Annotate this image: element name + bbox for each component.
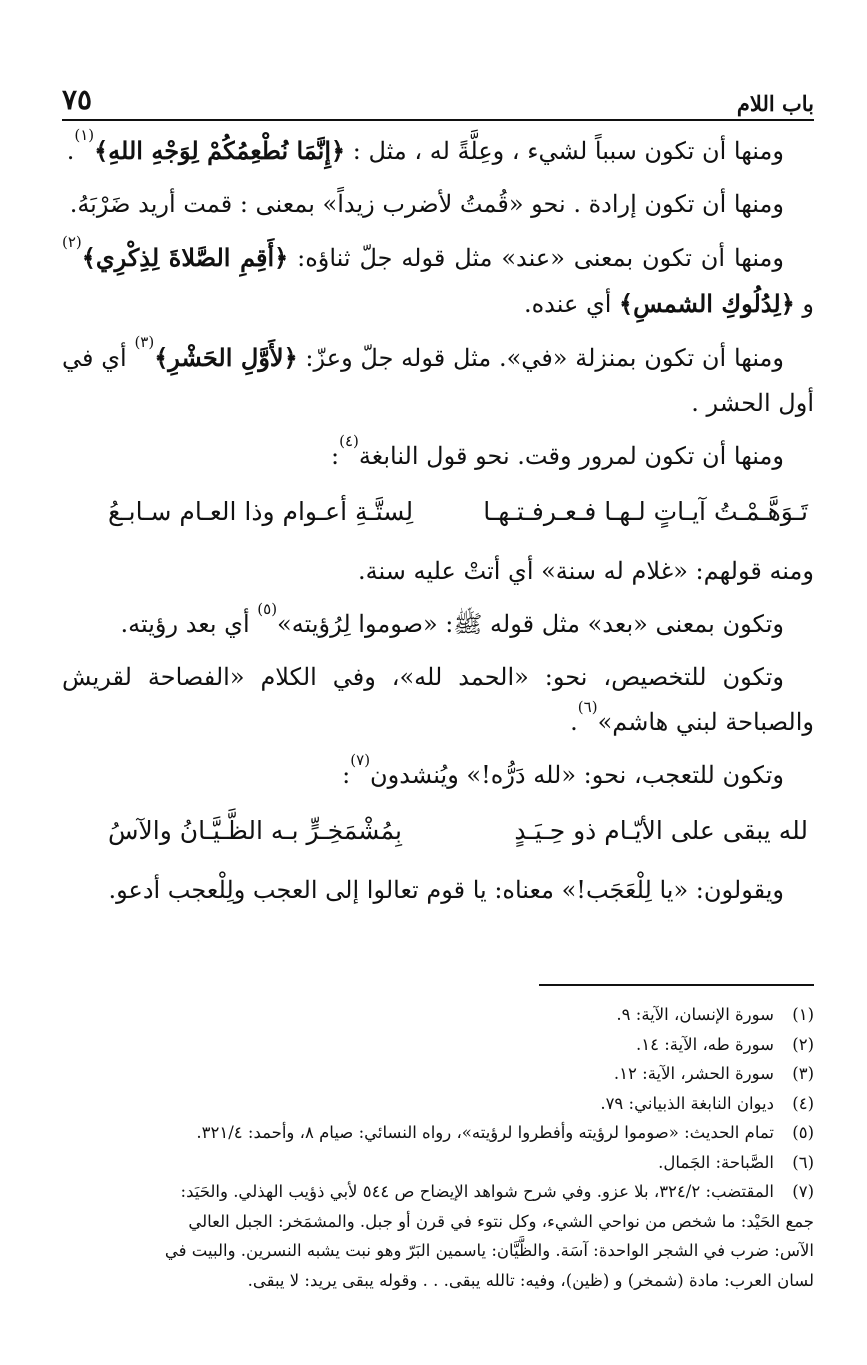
footnote-continuation: الآس: ضرب في الشجر الواحدة: آسَة. والظَّيَّان: ياسمين البَرّ وهو نبت يشبه النسرين. والبيت في	[164, 1241, 814, 1260]
paragraph-text: ومنها أن تكون سبباً لشيء ، وعِلَّةً له ، مثل :	[345, 137, 784, 165]
paragraph-intent	[62, 182, 814, 227]
footnote-text: المقتضب: ٣٢٤/٢، بلا عزو. وفي شرح شواهد الإيضاح ص ٥٤٤ لأبي ذؤيب الهذلي. والحَيَد:	[180, 1182, 774, 1201]
paragraph-text: .	[570, 708, 578, 736]
footnote	[62, 1148, 814, 1178]
paragraph-text: أي بعد رؤيته.	[120, 610, 258, 638]
footnote-ref: (٤)	[339, 432, 359, 450]
paragraph-text: أي عنده.	[523, 290, 620, 318]
verse-first-hemistich: لله يبقى على الأيّـام ذو حِـيَـدٍ	[514, 816, 808, 845]
footnote	[62, 1177, 814, 1207]
paragraph-wonder	[62, 753, 814, 798]
page-header	[62, 82, 814, 121]
paragraph-text: أي في أول الحشر .	[62, 344, 814, 417]
verse-first-hemistich: تَـوَهَّـمْـتُ آيـاتٍ لـهـا فـعـرفـتـهـا	[483, 497, 808, 526]
paragraph-text: ويقولون: «يا لِلْعَجَب!» معناه: يا قوم تعالوا إلى العجب ولِلْعجب أدعو.	[108, 876, 784, 904]
footnote-continuation: لسان العرب: مادة (شمخر) و (ظين)، وفيه: تالله يبقى. . . وقوله يبقى يريد: لا يبقى.	[247, 1270, 814, 1290]
quran-quote: ﴿أَقِمِ الصَّلاةَ لِذِكْرِي﴾	[81, 243, 289, 272]
footnote-number: (٥)	[792, 1123, 814, 1142]
footnote-text: ديوان النابغة الذبياني: ٧٩.	[600, 1093, 774, 1113]
paragraph-text: ومنها أن تكون بمعنى «عند» مثل قوله جلّ ثناؤه:	[288, 244, 785, 272]
footnote-text: سورة الإنسان، الآية: ٩.	[616, 1005, 774, 1024]
paragraph-in	[62, 335, 814, 426]
footnote-number: (٣)	[792, 1064, 814, 1083]
paragraph-text: وتكون للتعجب، نحو: «لله دَرُّه!» ويُنشدون	[370, 761, 784, 789]
footnote-number: (١)	[792, 1005, 814, 1024]
paragraph-text: ومنها أن تكون إرادة . نحو «قُمتُ لأضرب زيداً» بمعنى : قمت أريد ضَرْبَهُ.	[69, 190, 784, 218]
footnote-text: سورة طه، الآية: ١٤.	[636, 1034, 774, 1054]
paragraph-text: ومنها أن تكون لمرور وقت. نحو قول النابغة	[358, 442, 784, 470]
poetry-verse	[62, 487, 814, 537]
paragraph-cause	[62, 128, 814, 174]
paragraph-text: .	[66, 137, 75, 165]
footnote	[62, 1089, 814, 1119]
paragraph-time	[62, 434, 814, 479]
paragraph-text: وتكون للتخصيص، نحو: «الحمد لله»، وفي الكلام «الفصاحة لقريش والصباحة لبني هاشم»	[62, 663, 814, 736]
verse-second-hemistich: لِستَّـةِ أعـوام وذا العـام سـابـعُ	[108, 497, 414, 526]
paragraph-text: :	[342, 761, 351, 789]
verse-second-hemistich: بِمُشْمَخِـرٍّ بـه الظَّـيَّـانُ والآسُ	[108, 816, 402, 845]
paragraph-at	[62, 235, 814, 327]
footnote-number: (٤)	[792, 1093, 814, 1113]
poetry-verse	[62, 806, 814, 856]
footnote-text: سورة الحشر، الآية: ١٢.	[613, 1064, 774, 1083]
footnote-ref: (٦)	[577, 698, 598, 716]
footnote-ref: (٥)	[257, 600, 278, 618]
footnote-ref: (٢)	[62, 233, 82, 251]
paragraph-text: و	[794, 290, 814, 318]
paragraph-text: ومنها أن تكون بمنزلة «في». مثل قوله جلّ وعزّ:	[297, 344, 784, 372]
footnote	[62, 1118, 814, 1148]
footnote-number: (٢)	[792, 1034, 814, 1054]
footnote-ref: (٧)	[350, 751, 371, 769]
paragraph-text: وتكون بمعنى «بعد» مثل قوله ﷺ: «صوموا لِرُؤيته»	[277, 610, 784, 638]
footnote	[62, 1059, 814, 1089]
paragraph-after	[62, 602, 814, 647]
footnote-text: تمام الحديث: «صوموا لرؤيته وأفطروا لرؤيته»، رواه النسائي: صيام ٨، وأحمد: ٣٢١/٤.	[196, 1123, 774, 1142]
main-text	[62, 128, 814, 921]
paragraph-specify	[62, 655, 814, 745]
footnote-text: الصَّباحة: الجَمال.	[658, 1152, 774, 1172]
footnote-separator	[539, 984, 814, 986]
footnote	[62, 1000, 814, 1030]
footnote-ref: (٣)	[134, 333, 155, 351]
paragraph-text: ومنه قولهم: «غلام له سنة» أي أتتْ عليه سنة.	[358, 557, 814, 585]
footnote	[62, 1030, 814, 1060]
paragraph-year	[62, 549, 814, 594]
footnote-number: (٧)	[792, 1182, 814, 1201]
footnote-ref: (١)	[74, 126, 95, 144]
footnotes	[62, 1000, 814, 1295]
paragraph-exclaim	[62, 868, 814, 913]
footnote-number: (٦)	[792, 1152, 814, 1172]
paragraph-text: :	[331, 442, 340, 470]
footnote-continuation: جمع الحَيْد: ما شخص من نواحي الشيء، وكل نتوء في قرن أو جبل. والمشمَخر: الجبل العالي	[188, 1211, 814, 1231]
chapter-title: باب اللام	[736, 91, 814, 116]
quran-quote: ﴿لأَوَّلِ الحَشْرِ﴾	[154, 343, 298, 372]
quran-quote: ﴿لِدُلُوكِ الشمسِ﴾	[619, 289, 795, 318]
page-number: ٧٥	[62, 83, 93, 116]
quran-quote: ﴿إِنَّمَا نُطْعِمُكُمْ لِوَجْهِ اللهِ﴾	[94, 136, 346, 165]
